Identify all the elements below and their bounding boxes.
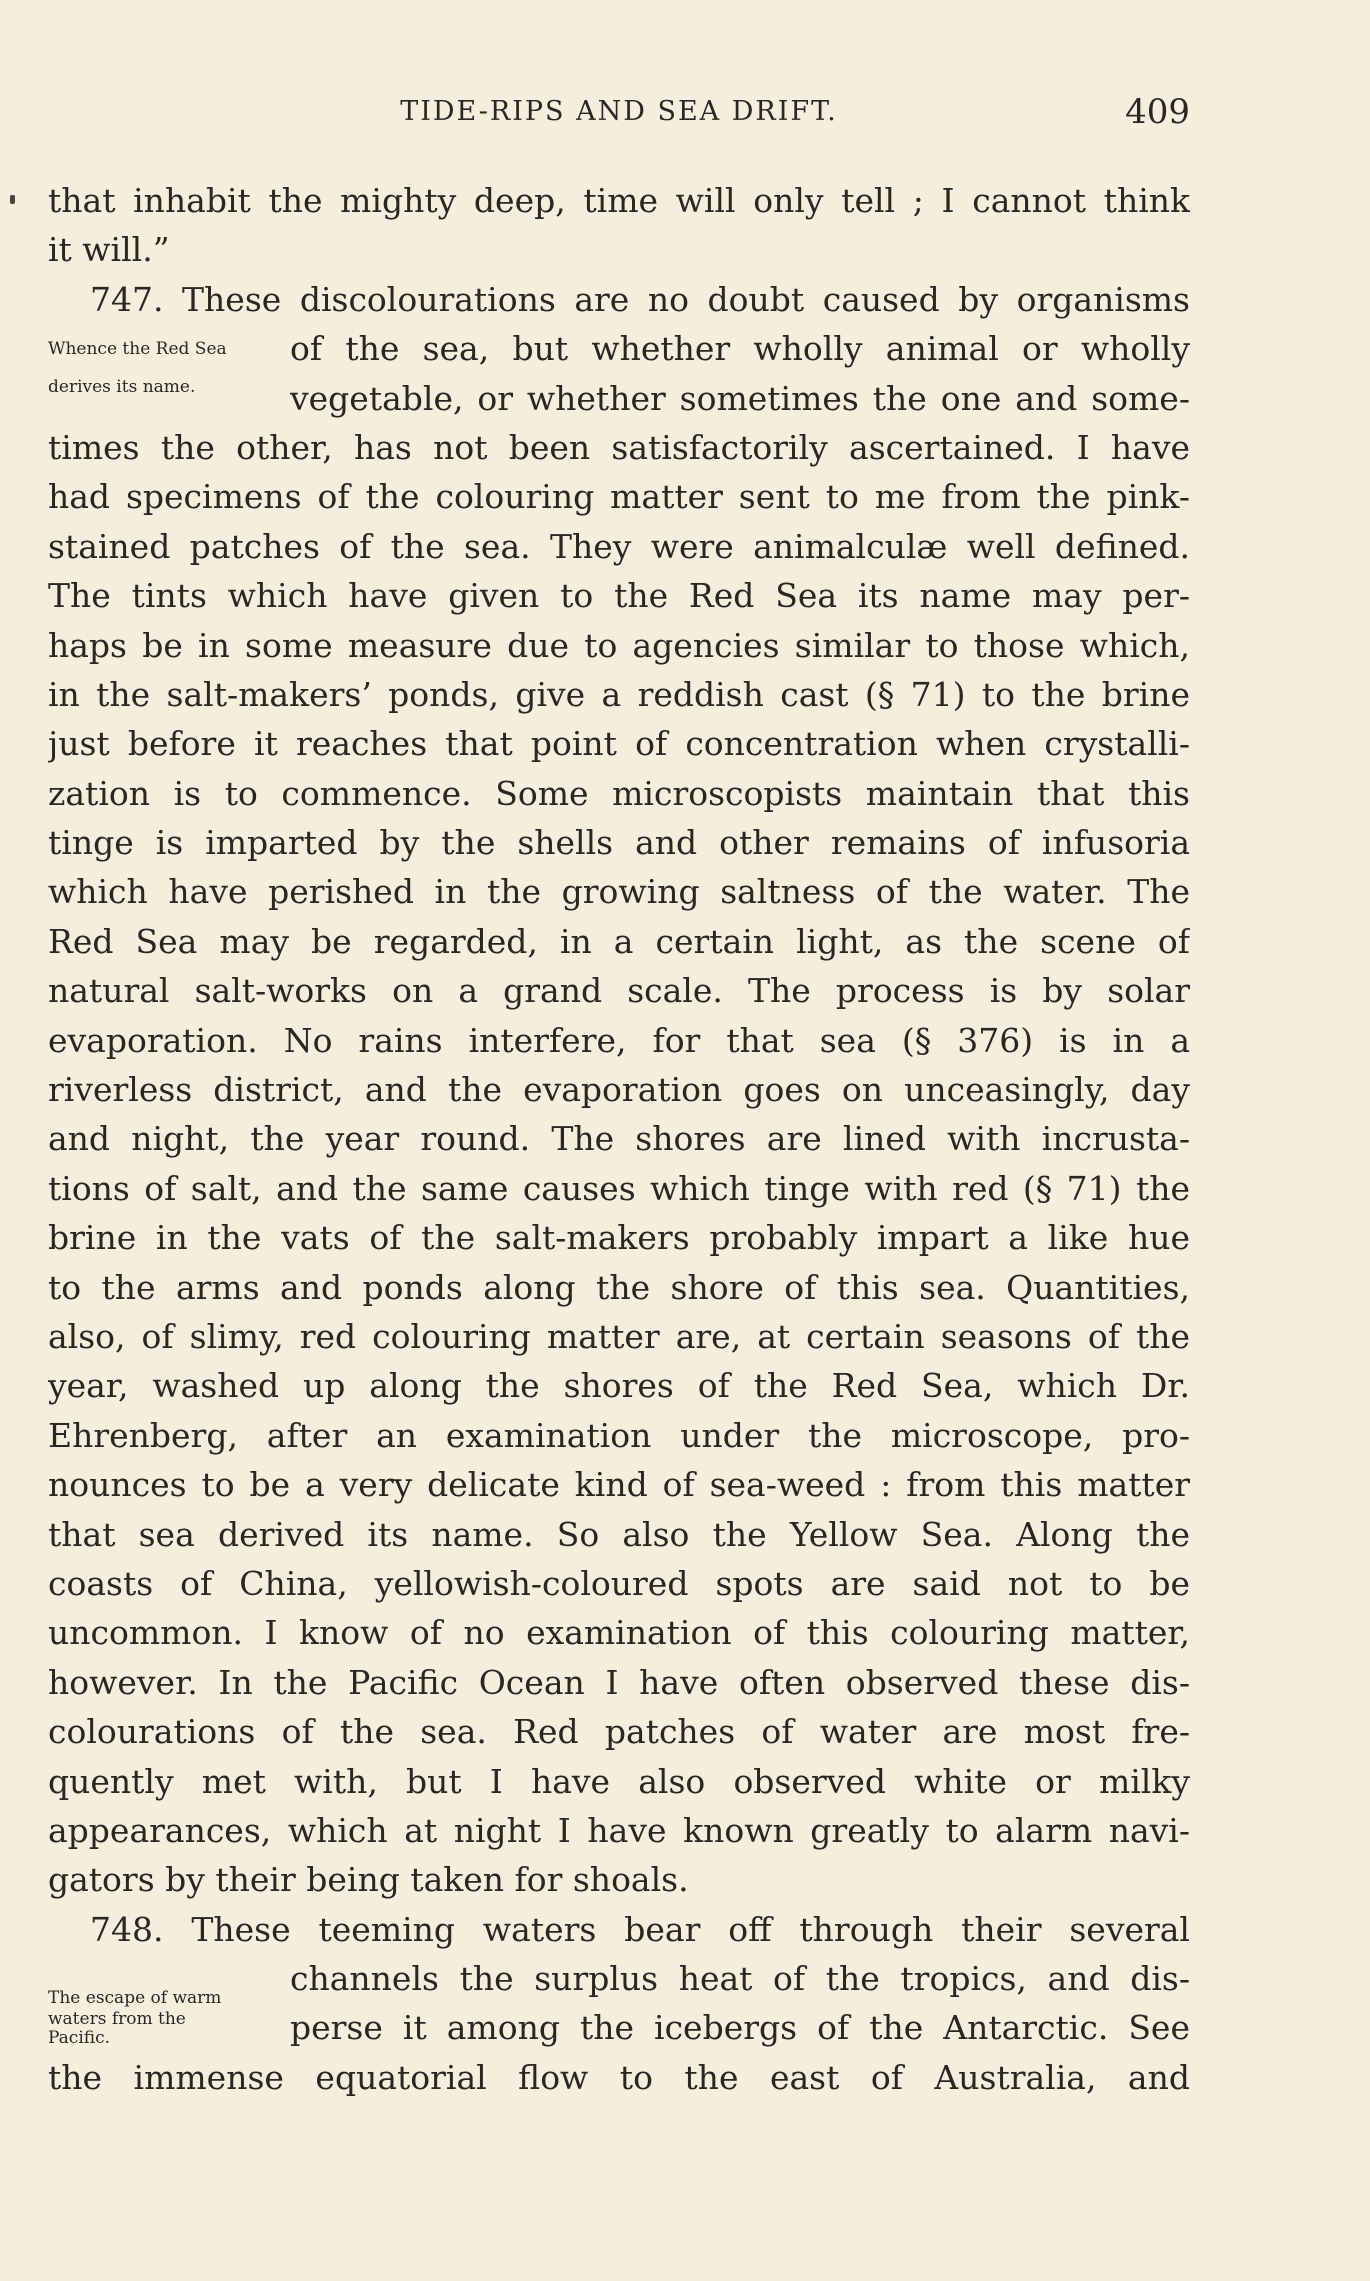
paragraph-748-start: 748. These teeming waters bear off through their several (90, 1909, 1190, 1949)
text-line: stained patches of the sea. They were animalculæ well defined. (48, 526, 1190, 566)
text-line: year, washed up along the shores of the Red Sea, which Dr. (48, 1366, 1190, 1406)
text-line: it will.” (48, 230, 170, 270)
text-line: Ehrenberg, after an examination under the microscope, pro- (48, 1415, 1190, 1455)
sidenote-line: waters from the (48, 2009, 186, 2029)
text-line: tinge is imparted by the shells and other remains of infusoria (48, 823, 1190, 863)
text-line: riverless district, and the evaporation goes on unceasingly, day (48, 1070, 1190, 1110)
text-line: that inhabit the mighty deep, time will only tell ; I cannot think (48, 181, 1190, 220)
text-line: that sea derived its name. So also the Yellow Sea. Along the (48, 1514, 1190, 1554)
text-line: of the sea, but whether wholly animal or wholly (290, 329, 1190, 369)
text-line: zation is to commence. Some microscopists maintain that this (48, 773, 1190, 813)
running-head: TIDE-RIPS AND SEA DRIFT. (400, 96, 838, 127)
body-text (48, 176, 1190, 2102)
text-line: in the salt-makers’ ponds, give a reddish cast (§ 71) to the brine (48, 674, 1190, 714)
sidenote-line: The escape of warm (48, 1988, 222, 2008)
text-line: brine in the vats of the salt-makers probably impart a like hue (48, 1218, 1190, 1258)
ink-speck (10, 195, 15, 204)
text-line: perse it among the icebergs of the Antarctic. See (290, 2008, 1190, 2048)
text-line: however. In the Pacific Ocean I have often observed these dis- (48, 1662, 1190, 1702)
text-line: just before it reaches that point of concentration when crystalli- (48, 724, 1190, 764)
page-header (48, 92, 1190, 138)
text-line: evaporation. No rains interfere, for that sea (§ 376) is in a (48, 1020, 1190, 1060)
text-line: appearances, which at night I have known greatly to alarm navi- (48, 1810, 1190, 1850)
sidenote-line: Whence the Red Sea (48, 339, 227, 359)
text-line: also, of slimy, red colouring matter are, at certain seasons of the (48, 1316, 1190, 1356)
text-line: vegetable, or whether sometimes the one and some- (290, 378, 1190, 418)
page-number: 409 (1125, 92, 1190, 132)
text-line: The tints which have given to the Red Sea its name may per- (48, 576, 1190, 616)
text-line: the immense equatorial flow to the east of Australia, and (48, 2057, 1190, 2097)
text-line: channels the surplus heat of the tropics, and dis- (290, 1959, 1190, 1999)
paragraph-747-start: 747. These discolourations are no doubt caused by organisms (90, 279, 1190, 319)
text-line: quently met with, but I have also observed white or milky (48, 1761, 1190, 1801)
sidenote-line: derives its name. (48, 377, 196, 398)
text-line: colourations of the sea. Red patches of water are most fre- (48, 1712, 1190, 1752)
text-line: which have perished in the growing saltness of the water. The (48, 872, 1190, 912)
text-line: uncommon. I know of no examination of this colouring matter, (48, 1613, 1190, 1653)
text-line: to the arms and ponds along the shore of this sea. Quantities, (48, 1267, 1190, 1307)
text-line: natural salt-works on a grand scale. The process is by solar (48, 971, 1190, 1011)
sidenote-line: Pacific. (48, 2028, 111, 2048)
text-line: coasts of China, yellowish-coloured spots are said not to be (48, 1563, 1190, 1603)
text-line: haps be in some measure due to agencies similar to those which, (48, 625, 1190, 665)
text-line: nounces to be a very delicate kind of sea-weed : from this matter (48, 1465, 1190, 1505)
text-line: tions of salt, and the same causes which tinge with red (§ 71) the (48, 1168, 1190, 1208)
text-line: gators by their being taken for shoals. (48, 1860, 689, 1900)
text-line: Red Sea may be regarded, in a certain light, as the scene of (48, 921, 1190, 961)
text-line: had specimens of the colouring matter sent to me from the pink- (48, 477, 1190, 517)
text-line: and night, the year round. The shores are lined with incrusta- (48, 1119, 1190, 1159)
text-line: times the other, has not been satisfactorily ascertained. I have (48, 427, 1190, 467)
